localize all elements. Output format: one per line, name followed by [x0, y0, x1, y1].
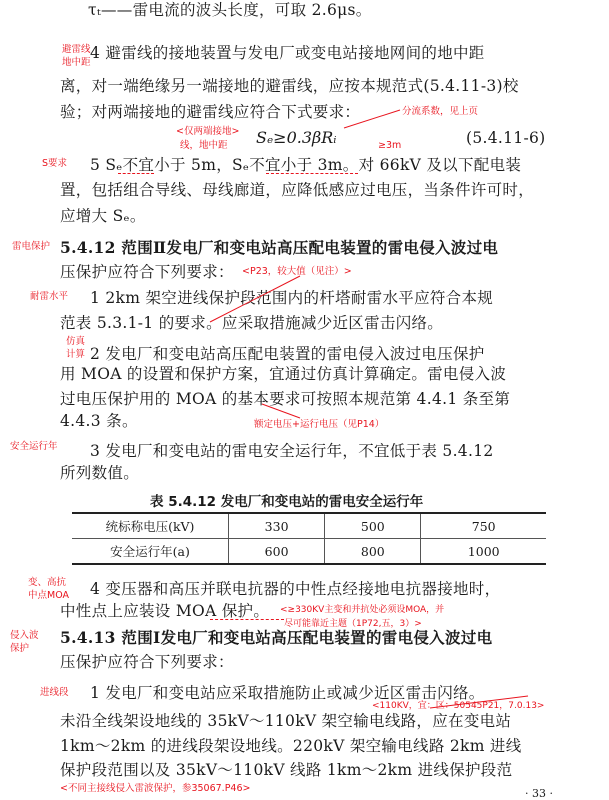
annotation: 安全运行年	[10, 441, 58, 452]
table-cell: 统标称电压(kV)	[72, 513, 229, 539]
text-line: 3 发电厂和变电站的雷电安全运行年，不宜低于表 5.4.12	[90, 442, 494, 460]
text-line: 压保护应符合下列要求：	[60, 653, 234, 671]
formula-number: (5.4.11-6)	[466, 129, 546, 147]
annotation: 耐雷水平	[30, 291, 69, 302]
text-line: 用 MOA 的设置和保护方案，宜通过仿真计算确定。雷电侵入波	[60, 365, 507, 383]
table-cell: 750	[421, 513, 546, 539]
table-cell: 800	[325, 539, 421, 565]
arrow	[344, 110, 400, 128]
annotation: 避雷线	[62, 44, 91, 55]
text-line: 1km～2km 的进线段架设地线。220kV 架空输电线路 2km 进线	[60, 737, 522, 755]
text-line: 4 变压器和高压并联电抗器的中性点经接地电抗器接地时，	[90, 580, 501, 598]
table-cell: 安全运行年(a)	[72, 539, 229, 565]
annotation: 分流系数，见上页	[402, 106, 479, 117]
text-line: 4.4.3 条。	[60, 412, 138, 430]
arrow	[430, 696, 528, 708]
table-cell: 600	[229, 539, 325, 565]
table-cell: 1000	[421, 539, 546, 565]
formula: Sₑ≥0.3βRᵢ	[256, 128, 337, 147]
text-line: 压保护应符合下列要求：	[60, 263, 234, 281]
table-cell: 330	[229, 513, 325, 539]
annotation: 尽可能靠近主题（1P72,五，3）>	[284, 619, 422, 629]
text-line: 保护段范围以及 35kV～110kV 线路 1km～2km 进线保护段范	[60, 761, 513, 779]
annotation: 计算	[66, 349, 86, 360]
annotation: 地中距	[62, 57, 91, 68]
annotation: <≥330KV主变和并抗处必须设MOA，并	[280, 605, 445, 615]
table-caption: 表 5.4.12 发电厂和变电站的雷电安全运行年	[150, 494, 424, 510]
table-cell: 500	[325, 513, 421, 539]
text-line: 5 Sₑ不宜小于 5m，Sₑ不宜小于 3m。对 66kV 及以下配电装	[90, 156, 522, 174]
text-line: 验；对两端接地的避雷线应符合下式要求：	[60, 103, 361, 121]
text-line: τₜ——雷电流的波头长度，可取 2.6μs。	[88, 1, 372, 19]
text-line: 1 发电厂和变电站应采取措施防止或减少近区雷击闪络。	[90, 684, 485, 702]
text-line: 4 避雷线的接地装置与发电厂或变电站接地网间的地中距	[90, 44, 485, 62]
text-line: 所列数值。	[60, 464, 140, 482]
page-number: · 33 ·	[525, 787, 553, 800]
annotation: <仅两端接地>	[176, 126, 240, 137]
annotation: <不同主接线侵入雷波保护，参35067.P46>	[60, 783, 251, 794]
arrow	[210, 276, 300, 322]
annotation: 进线段	[40, 687, 69, 698]
arrow	[262, 404, 300, 418]
section-heading: 5.4.12 范围Ⅱ发电厂和变电站高压配电装置的雷电侵入波过电	[60, 238, 499, 257]
annotation: S要求	[42, 158, 68, 169]
annotation: ≥3m	[378, 140, 402, 151]
annotation: <P23，较大值（见注）>	[242, 266, 352, 277]
annotation: 变、高抗	[28, 577, 67, 588]
annotation: 仿真	[66, 336, 86, 347]
text-line: 范表 5.3.1-1 的要求。应采取措施减少近区雷击闪络。	[60, 314, 444, 332]
text-line: 2 发电厂和变电站高压配电装置的雷电侵入波过电压保护	[90, 345, 485, 363]
annotation: 保护	[10, 643, 30, 654]
annotation: 中点MOA	[28, 590, 70, 601]
text-line: 置，包括组合导线、母线廊道，应降低感应过电压，当条件许可时，	[60, 181, 535, 199]
annotation: 额定电压+运行电压（见P14）	[254, 419, 385, 430]
text-line: 中性点上应装设 MOA 保护。	[60, 602, 270, 620]
text-line: 过电压保护用的 MOA 的基本要求可按照本规范第 4.4.1 条至第	[60, 390, 511, 408]
section-heading: 5.4.13 范围Ⅰ发电厂和变电站高压配电装置的雷电侵入波过电	[60, 628, 493, 647]
text-line: 应增大 Sₑ。	[60, 207, 146, 225]
text-line: 离，对一端绝缘另一端接地的避雷线，应按本规范式(5.4.11-3)校	[60, 77, 519, 95]
annotation: 侵入波	[10, 630, 39, 641]
annotation: 雷电保护	[12, 241, 51, 252]
text-line: 未沿全线架设地线的 35kV～110kV 架空输电线路，应在变电站	[60, 712, 512, 730]
text-line: 1 2km 架空进线保护段范围内的杆塔耐雷水平应符合本规	[90, 289, 494, 307]
annotation: 线，地中距	[180, 140, 228, 151]
annotation: <110KV，宜：区：50545P21，7.0.13>	[372, 701, 545, 711]
